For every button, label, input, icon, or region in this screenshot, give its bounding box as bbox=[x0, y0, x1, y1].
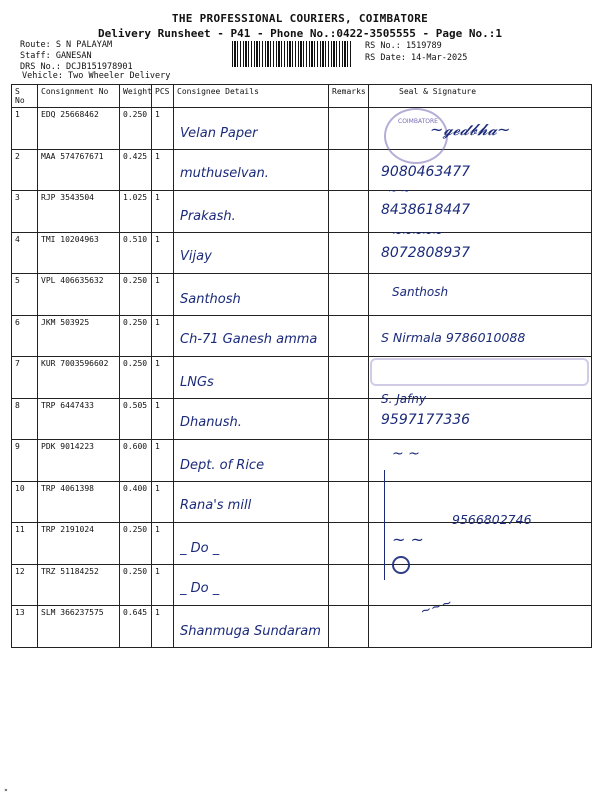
cell-weight: 0.505 bbox=[120, 398, 152, 440]
col-header-pcs: PCS bbox=[152, 85, 174, 108]
cell-weight: 0.250 bbox=[120, 274, 152, 316]
cell-consignee bbox=[174, 357, 329, 399]
cell-weight: 0.600 bbox=[120, 440, 152, 482]
consignee-handwritten: Vijay bbox=[180, 248, 212, 264]
cell-sno: 3 bbox=[12, 191, 38, 233]
consignee-handwritten: Santhosh bbox=[180, 292, 241, 307]
signature-3: ~ ~ bbox=[388, 184, 410, 197]
cell-sno: 6 bbox=[12, 315, 38, 357]
cell-consignee bbox=[174, 232, 329, 274]
cell-consignee bbox=[174, 606, 329, 648]
cell-pcs: 1 bbox=[152, 523, 174, 565]
consignee-handwritten: Shanmuga Sundaram bbox=[180, 624, 321, 639]
cell-weight: 0.250 bbox=[120, 108, 152, 150]
cell-pcs: 1 bbox=[152, 440, 174, 482]
cell-consignment-no: MAA 574767671 bbox=[38, 149, 120, 191]
cell-sno: 1 bbox=[12, 108, 38, 150]
cell-pcs: 1 bbox=[152, 564, 174, 606]
cell-pcs: 1 bbox=[152, 398, 174, 440]
cell-weight: 0.250 bbox=[120, 564, 152, 606]
col-header-weight: Weight bbox=[120, 85, 152, 108]
table-row bbox=[12, 191, 592, 233]
signature-3-phone: 8438618447 bbox=[381, 202, 471, 218]
cell-consignment-no: TRP 4061398 bbox=[38, 481, 120, 523]
cell-consignment-no: RJP 3543504 bbox=[38, 191, 120, 233]
cell-consignee bbox=[174, 315, 329, 357]
staff-label: Staff: GANESAN bbox=[20, 51, 92, 61]
signature-6: S Nirmala 9786010088 bbox=[381, 330, 526, 345]
cell-pcs: 1 bbox=[152, 274, 174, 316]
cell-consignment-no: TRP 2191024 bbox=[38, 523, 120, 565]
cell-pcs: 1 bbox=[152, 357, 174, 399]
cell-weight: 0.250 bbox=[120, 357, 152, 399]
consignee-handwritten: muthuselvan. bbox=[180, 165, 269, 181]
cell-remarks bbox=[329, 606, 369, 648]
cell-consignment-no: TRP 6447433 bbox=[38, 398, 120, 440]
signature-bracket-line bbox=[384, 470, 385, 580]
rs-date: RS Date: 14-Mar-2025 bbox=[365, 53, 468, 63]
table-row bbox=[12, 440, 592, 482]
cell-consignee bbox=[174, 108, 329, 150]
cell-remarks bbox=[329, 481, 369, 523]
cell-pcs: 1 bbox=[152, 108, 174, 150]
cell-pcs: 1 bbox=[152, 606, 174, 648]
signature-1: ~𝓰𝓮𝓭𝓫𝓱𝓪~ bbox=[430, 120, 511, 139]
seal-stamp-7 bbox=[370, 358, 589, 386]
document-title: THE PROFESSIONAL COURIERS, COIMBATORE bbox=[171, 12, 429, 25]
table-row bbox=[12, 232, 592, 274]
cell-sno: 8 bbox=[12, 398, 38, 440]
cell-pcs: 1 bbox=[152, 481, 174, 523]
cell-remarks bbox=[329, 564, 369, 606]
cell-consignee bbox=[174, 274, 329, 316]
cell-consignment-no: KUR 7003596602 bbox=[38, 357, 120, 399]
signature-2-phone: 9080463477 bbox=[381, 164, 471, 180]
cell-pcs: 1 bbox=[152, 149, 174, 191]
consignee-handwritten: _ Do _ bbox=[180, 541, 220, 556]
stamp-text-1: COIMBATORE bbox=[398, 118, 438, 125]
consignee-handwritten: Dhanush. bbox=[180, 414, 242, 430]
cell-pcs: 1 bbox=[152, 315, 174, 357]
cell-consignment-no: TRZ 51184252 bbox=[38, 564, 120, 606]
cell-sno: 12 bbox=[12, 564, 38, 606]
cell-sno: 13 bbox=[12, 606, 38, 648]
cell-weight: 1.025 bbox=[120, 191, 152, 233]
cell-sno: 7 bbox=[12, 357, 38, 399]
table-row bbox=[12, 606, 592, 648]
consignee-handwritten: LNGs bbox=[180, 375, 214, 390]
cell-consignment-no: TMI 10204963 bbox=[38, 232, 120, 274]
cell-remarks bbox=[329, 274, 369, 316]
cell-sno: 10 bbox=[12, 481, 38, 523]
cell-consignee bbox=[174, 149, 329, 191]
col-header-consignment: Consignment No bbox=[38, 85, 120, 108]
cell-consignee bbox=[174, 564, 329, 606]
cell-remarks bbox=[329, 357, 369, 399]
table-header-row bbox=[12, 85, 592, 108]
vehicle-label: Vehicle: Two Wheeler Delivery bbox=[22, 71, 171, 81]
cell-pcs: 1 bbox=[152, 232, 174, 274]
signature-4-phone: 8072808937 bbox=[381, 245, 471, 261]
cell-remarks bbox=[329, 108, 369, 150]
cell-remarks bbox=[329, 440, 369, 482]
cell-weight: 0.510 bbox=[120, 232, 152, 274]
cell-remarks bbox=[329, 149, 369, 191]
cell-weight: 0.400 bbox=[120, 481, 152, 523]
cell-remarks bbox=[329, 398, 369, 440]
cell-remarks bbox=[329, 523, 369, 565]
cell-weight: 0.250 bbox=[120, 523, 152, 565]
cell-consignee bbox=[174, 440, 329, 482]
table-row bbox=[12, 523, 592, 565]
consignee-handwritten: Dept. of Rice bbox=[180, 458, 265, 473]
cell-remarks bbox=[329, 315, 369, 357]
circle-mark bbox=[392, 556, 410, 574]
consignee-handwritten: Rana's mill bbox=[180, 497, 252, 513]
table-row bbox=[12, 398, 592, 440]
signature-13: ~~~ bbox=[418, 595, 455, 620]
cell-consignee bbox=[174, 523, 329, 565]
cell-consignee bbox=[174, 398, 329, 440]
signature-9: ~ ~ bbox=[392, 446, 420, 462]
cell-consignment-no: SLM 366237575 bbox=[38, 606, 120, 648]
cell-remarks bbox=[329, 232, 369, 274]
col-header-seal: Seal & Signature bbox=[369, 85, 592, 108]
table-row bbox=[12, 274, 592, 316]
rs-number: RS No.: 1519789 bbox=[365, 41, 442, 51]
signature-4: ~~~~~ bbox=[392, 226, 443, 240]
cell-sno: 9 bbox=[12, 440, 38, 482]
corner-mark: ¤ bbox=[4, 787, 8, 794]
cell-consignment-no: PDK 9014223 bbox=[38, 440, 120, 482]
signature-5: Santhosh bbox=[392, 285, 449, 299]
table-row bbox=[12, 564, 592, 606]
cell-weight: 0.250 bbox=[120, 315, 152, 357]
col-header-sno: S No bbox=[12, 85, 38, 108]
cell-sno: 11 bbox=[12, 523, 38, 565]
cell-weight: 0.645 bbox=[120, 606, 152, 648]
table-row bbox=[12, 149, 592, 191]
cell-consignment-no: EDQ 25668462 bbox=[38, 108, 120, 150]
cell-sno: 5 bbox=[12, 274, 38, 316]
col-header-consignee: Consignee Details bbox=[174, 85, 329, 108]
cell-sno: 4 bbox=[12, 232, 38, 274]
signature-11-phone: 9566802746 bbox=[452, 512, 532, 527]
consignee-handwritten: _ Do _ bbox=[180, 580, 220, 596]
consignee-handwritten: Ch-71 Ganesh amma bbox=[180, 331, 318, 347]
barcode-image bbox=[232, 41, 352, 67]
route-label: Route: S N PALAYAM bbox=[20, 40, 113, 50]
col-header-remarks: Remarks bbox=[329, 85, 369, 108]
drs-label: DRS No.: DCJB151978901 bbox=[20, 62, 133, 72]
consignee-handwritten: Prakash. bbox=[180, 209, 236, 224]
cell-consignment-no: VPL 406635632 bbox=[38, 274, 120, 316]
signature-8: S. Jafny bbox=[381, 392, 427, 406]
cell-remarks bbox=[329, 191, 369, 233]
consignee-handwritten: Velan Paper bbox=[180, 126, 258, 141]
cell-seal-signature bbox=[369, 606, 592, 648]
cell-sno: 2 bbox=[12, 149, 38, 191]
cell-weight: 0.425 bbox=[120, 149, 152, 191]
cell-consignment-no: JKM 503925 bbox=[38, 315, 120, 357]
document-subtitle: Delivery Runsheet - P41 - Phone No.:0422-3505555 - Page No.:1 bbox=[98, 27, 502, 40]
cell-pcs: 1 bbox=[152, 191, 174, 233]
signature-8-phone: 9597177336 bbox=[381, 412, 471, 428]
cell-consignee bbox=[174, 481, 329, 523]
signature-11: ~ ~ bbox=[392, 530, 424, 549]
cell-consignee bbox=[174, 191, 329, 233]
